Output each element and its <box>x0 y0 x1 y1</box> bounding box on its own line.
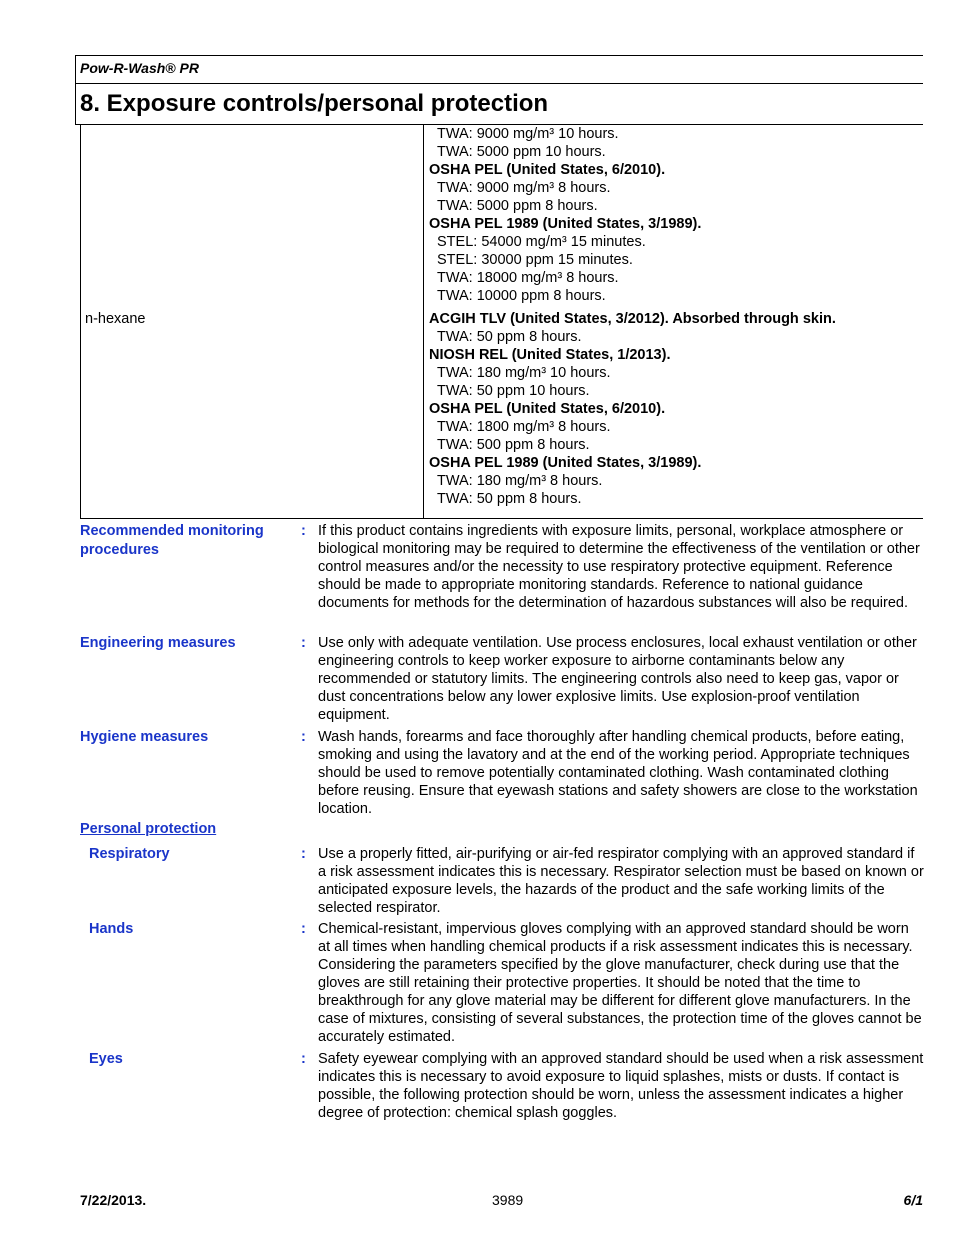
eyes-label: Eyes <box>89 1051 123 1067</box>
limit-value: STEL: 54000 mg/m³ 15 minutes. <box>437 234 646 250</box>
field-colon: : <box>301 921 306 937</box>
hygiene-text: Wash hands, forearms and face thoroughly after handling chemical products, before eating, smoking and using the lavatory and at the end of the working period. Appropriate techniques should be used to remove potentially contaminated clothing. Wash contaminated clothing before reusing. Ensure that eyewash stations and safety showers are close to the workstation location. <box>318 729 918 817</box>
limit-value: TWA: 180 mg/m³ 8 hours. <box>437 473 603 489</box>
limit-value: TWA: 50 ppm 8 hours. <box>437 329 582 345</box>
field-colon: : <box>301 846 306 862</box>
limit-source: OSHA PEL (United States, 6/2010). <box>429 401 666 417</box>
limit-value: TWA: 500 ppm 8 hours. <box>437 437 590 453</box>
personal-protection-heading: Personal protection <box>80 821 217 837</box>
respiratory-text: Use a properly fitted, air-purifying or air-fed respirator complying with an approved standard if a risk assessment indicates this is necessary. Respirator selection must be based on known or anticipated exposure levels, the hazards of the product and the safe working limits of the selected respirator. <box>318 846 924 916</box>
respiratory-label: Respiratory <box>89 846 170 862</box>
limit-value: TWA: 50 ppm 8 hours. <box>437 491 582 507</box>
footer-page: 6/1 <box>903 1192 923 1208</box>
limit-source: OSHA PEL 1989 (United States, 3/1989). <box>429 216 702 232</box>
section-header <box>75 83 923 125</box>
limit-value: TWA: 50 ppm 10 hours. <box>437 383 590 399</box>
document-header <box>75 55 923 83</box>
exposure-limits-table <box>80 125 923 519</box>
limit-value: TWA: 18000 mg/m³ 8 hours. <box>437 270 619 286</box>
ingredient-name: n-hexane <box>85 311 146 327</box>
table-column-divider <box>423 125 424 518</box>
limit-value: TWA: 9000 mg/m³ 8 hours. <box>437 180 611 196</box>
hygiene-label: Hygiene measures <box>80 729 209 745</box>
limit-source: ACGIH TLV (United States, 3/2012). Absorbed through skin. <box>429 311 836 327</box>
limit-value: TWA: 10000 ppm 8 hours. <box>437 288 606 304</box>
field-colon: : <box>301 523 306 539</box>
footer-date: 7/22/2013. <box>80 1192 147 1208</box>
field-colon: : <box>301 1051 306 1067</box>
ingredient-limits-list <box>429 310 924 508</box>
hands-label: Hands <box>89 921 134 937</box>
section-title: 8. Exposure controls/personal protection <box>80 90 549 117</box>
field-colon: : <box>301 635 306 651</box>
limit-value: STEL: 30000 ppm 15 minutes. <box>437 252 633 268</box>
product-name: Pow-R-Wash® PR <box>80 60 199 76</box>
limit-value: TWA: 5000 ppm 8 hours. <box>437 198 598 214</box>
hands-text: Chemical-resistant, impervious gloves complying with an approved standard should be worn at all times when handling chemical products if a risk assessment indicates this is necessary. Considering the parameters specified by the glove manufacturer, check during use that the gloves are still retaining their protective properties. It should be noted that the time to breakthrough for any glove material may be different for different glove manufacturers. In the case of mixtures, consisting of several substances, the protection time of the gloves cannot be accurately estimated. <box>318 921 922 1045</box>
footer-code: 3989 <box>492 1192 524 1208</box>
field-colon: : <box>301 729 306 745</box>
limit-value: TWA: 180 mg/m³ 10 hours. <box>437 365 611 381</box>
limit-source: NIOSH REL (United States, 1/2013). <box>429 347 671 363</box>
limit-source: OSHA PEL (United States, 6/2010). <box>429 162 666 178</box>
continued-limits-list <box>429 125 924 305</box>
limit-value: TWA: 9000 mg/m³ 10 hours. <box>437 126 619 142</box>
limit-value: TWA: 5000 ppm 10 hours. <box>437 144 606 160</box>
engineering-text: Use only with adequate ventilation. Use process enclosures, local exhaust ventilation or other engineering controls to keep worker exposure to airborne contaminants below any recommended or statutory limits. The engineering controls also need to keep gas, vapor or dust concentrations below any lower explosive limits. Use explosion-proof ventilation equipment. <box>318 635 917 723</box>
limit-value: TWA: 1800 mg/m³ 8 hours. <box>437 419 611 435</box>
limit-source: OSHA PEL 1989 (United States, 3/1989). <box>429 455 702 471</box>
engineering-label: Engineering measures <box>80 635 236 651</box>
monitoring-label: Recommended monitoring procedures <box>80 523 264 558</box>
eyes-text: Safety eyewear complying with an approved standard should be used when a risk assessment indicates this is necessary to avoid exposure to liquid splashes, mists or dusts. If contact is possible, the following protection should be worn, unless the assessment indicates a higher degree of protection: chemical splash goggles. <box>318 1051 924 1121</box>
monitoring-text: If this product contains ingredients with exposure limits, personal, workplace atmosphere or biological monitoring may be required to determine the effectiveness of the ventilation or other control measures and/or the necessity to use respiratory protective equipment. Reference should be made to appropriate monitoring standards. Reference to national guidance documents for methods for the determination of hazardous substances will also be required. <box>318 523 920 611</box>
